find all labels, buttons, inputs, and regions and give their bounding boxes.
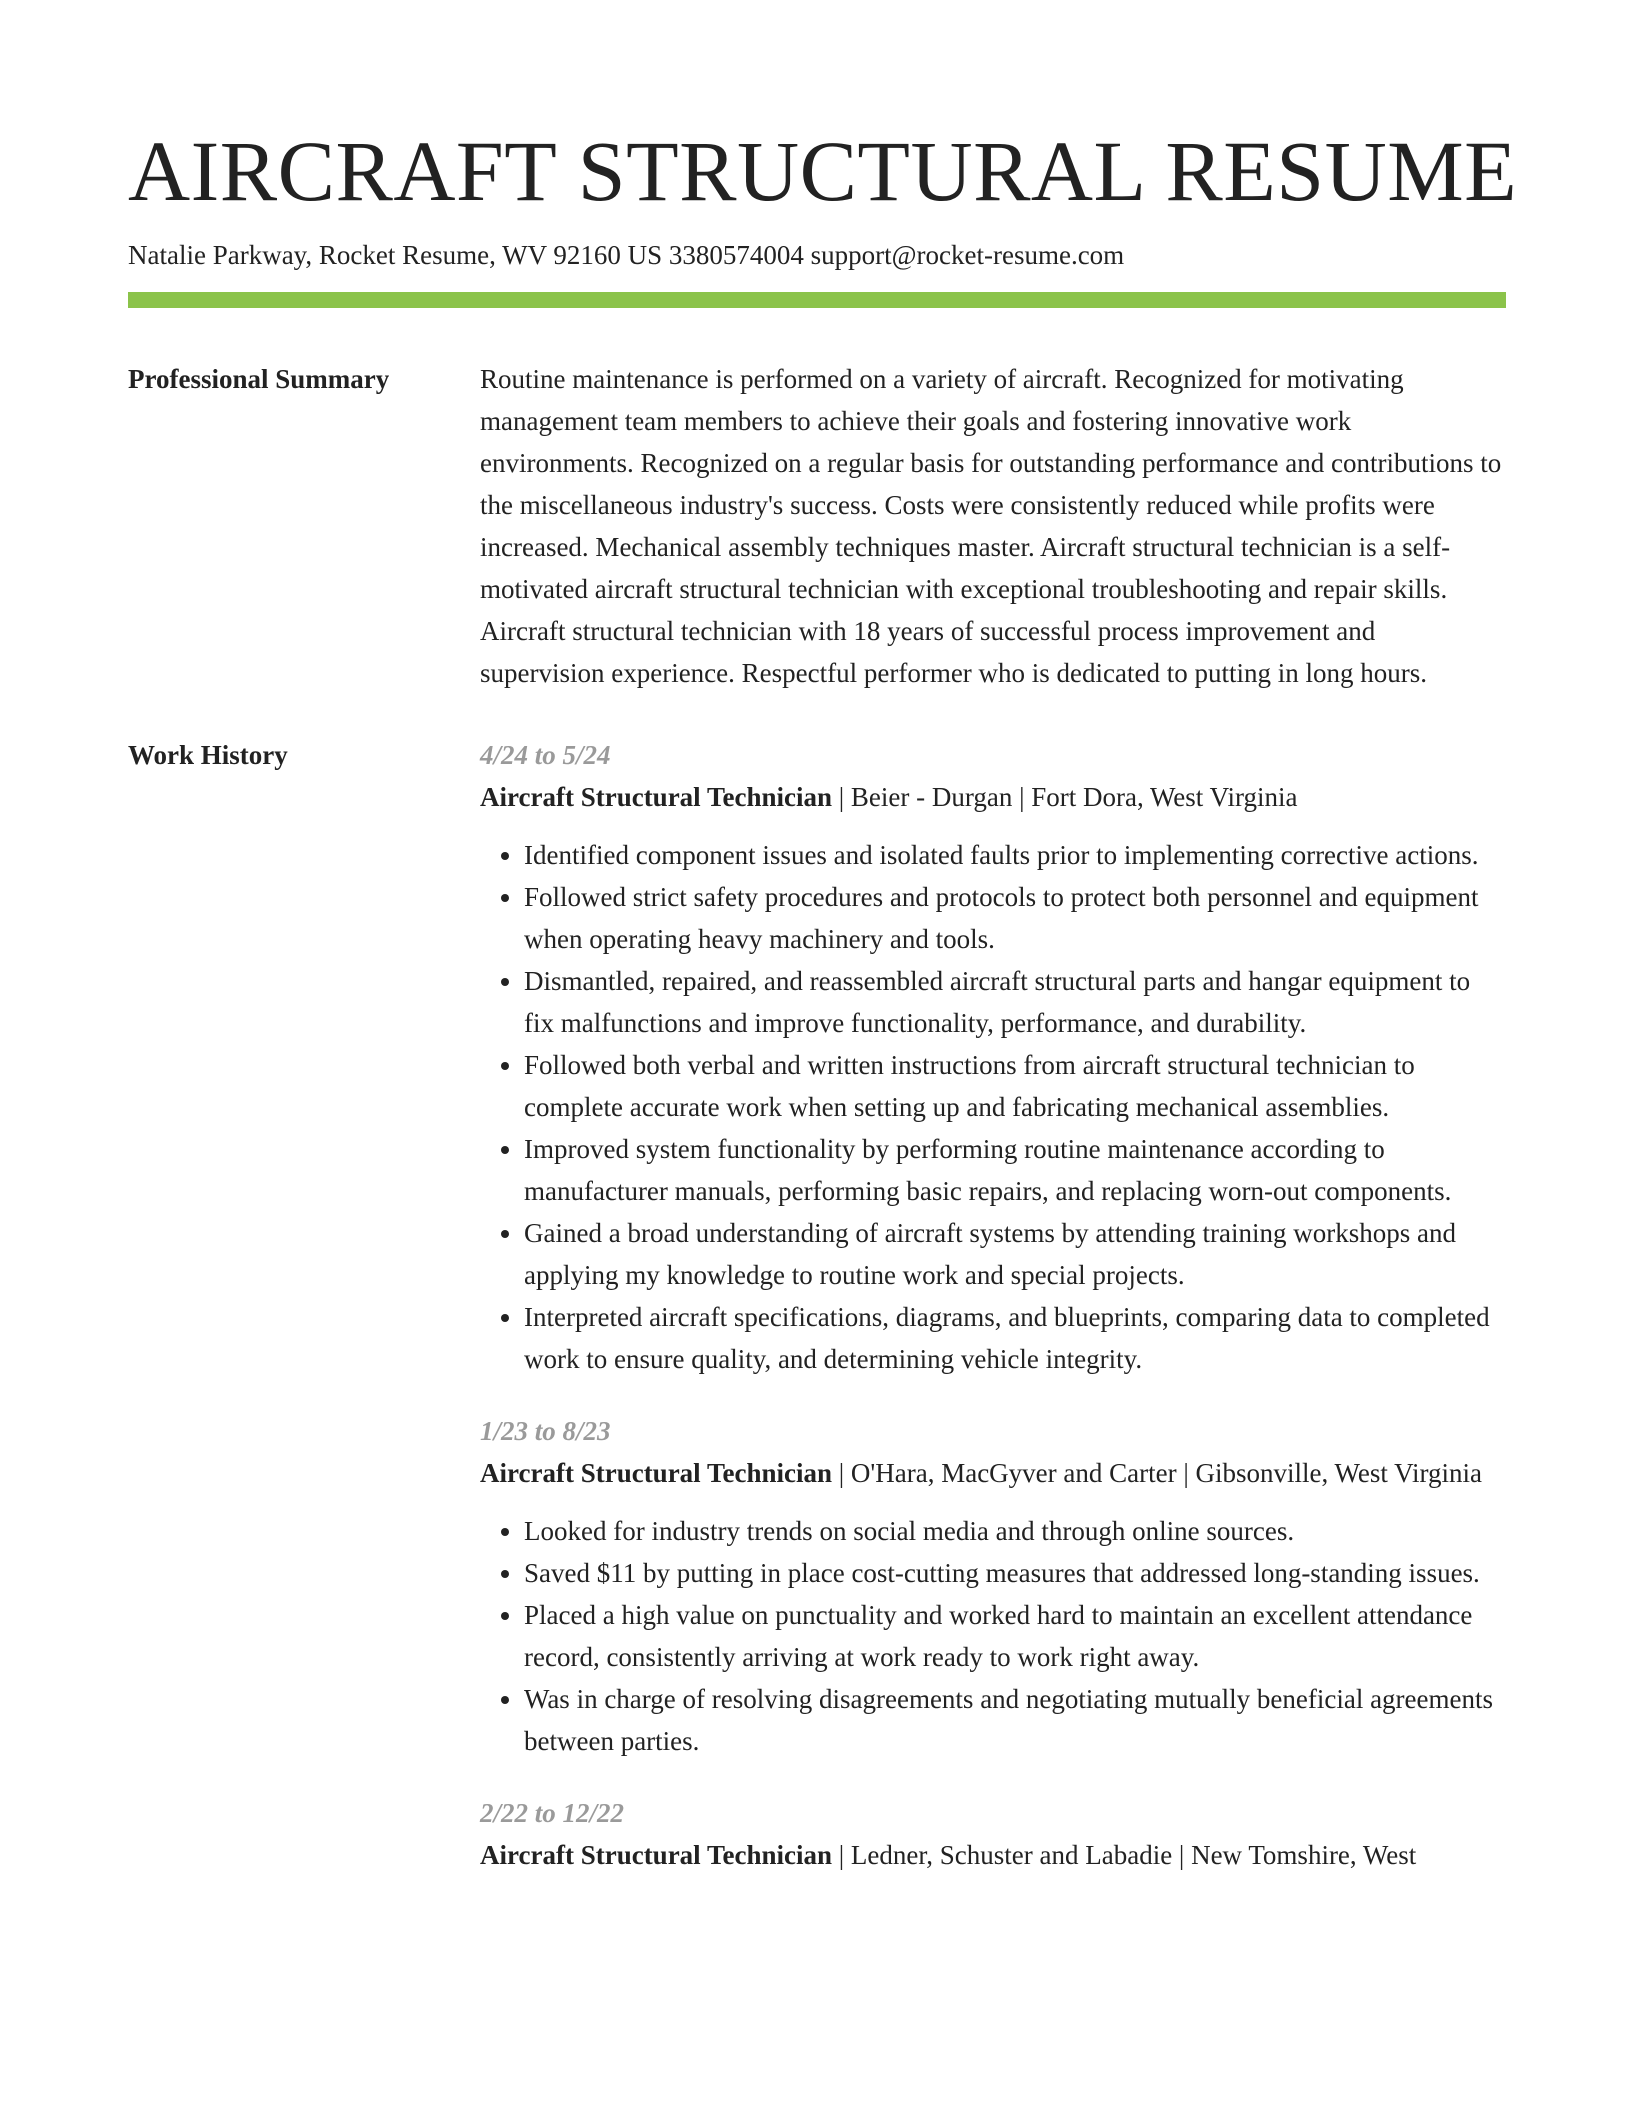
job-bullet: • Improved system functionality by performing routine maintenance according to manufacturer manuals, performing basic repairs, and replacing worn-out components. [524,1128,1506,1212]
job-heading [480,776,1506,818]
job-bullet: • Followed both verbal and written instructions from aircraft structural technician to complete accurate work when setting up and fabricating mechanical assemblies. [524,1044,1506,1128]
job-title: Aircraft Structural Technician [480,1458,832,1488]
resume-title: AIRCRAFT STRUCTURAL RESUME [128,123,1518,219]
job-dates: 1/23 to 8/23 [480,1416,611,1446]
job-title: Aircraft Structural Technician [480,1840,832,1870]
summary-text: Routine maintenance is performed on a variety of aircraft. Recognized for motivating management team members to achieve their goals and fostering innovative work environments. Recognized on a regular basis for outstanding performance and contributions to the miscellaneous industry's success. Costs were consistently reduced while profits were increased. Mechanical assembly techniques master. Aircraft structural technician is a self-motivated aircraft structural technician with exceptional troubleshooting and repair skills. Aircraft structural technician with 18 years of successful process improvement and supervision experience. Respectful performer who is dedicated to putting in long hours. [480,364,1502,688]
job-bullet: • Placed a high value on punctuality and worked hard to maintain an excellent attendance record, consistently arriving at work ready to work right away. [524,1594,1506,1678]
section-label-professional-summary: Professional Summary [128,364,390,394]
resume-page [128,0,1518,1876]
work-history-section [128,734,1506,1876]
job-bullet: • Interpreted aircraft specifications, diagrams, and blueprints, comparing data to completed work to ensure quality, and determining vehicle integrity. [524,1296,1506,1380]
job-details: | O'Hara, MacGyver and Carter | Gibsonville, West Virginia [831,1458,1482,1488]
job-dates: 4/24 to 5/24 [480,740,611,770]
summary-body [480,358,1506,694]
job-title: Aircraft Structural Technician [480,782,832,812]
work-history-body [480,734,1506,1876]
job-entry-3 [480,1792,1506,1876]
accent-divider [128,292,1506,308]
contact-line: Natalie Parkway, Rocket Resume, WV 92160 US 3380574004 support@rocket-resume.com [128,240,1125,270]
professional-summary-section [128,358,1506,694]
job-details: | Beier - Durgan | Fort Dora, West Virginia [831,782,1298,812]
job-bullet: • Saved $11 by putting in place cost-cutting measures that addressed long-standing issues. [524,1552,1506,1594]
job-dates: 2/22 to 12/22 [480,1798,625,1828]
job-heading [480,1834,1506,1876]
job-bullet: • Was in charge of resolving disagreements and negotiating mutually beneficial agreements between parties. [524,1678,1506,1762]
job-entry-1 [480,734,1506,1380]
job-bullet: • Dismantled, repaired, and reassembled aircraft structural parts and hangar equipment to fix malfunctions and improve functionality, performance, and durability. [524,960,1506,1044]
job-bullets [480,1510,1506,1762]
job-bullets [480,834,1506,1380]
job-details: | Ledner, Schuster and Labadie | New Tomshire, West [831,1840,1417,1870]
job-entry-2 [480,1410,1506,1762]
job-heading [480,1452,1506,1494]
job-bullet: • Gained a broad understanding of aircraft systems by attending training workshops and applying my knowledge to routine work and special projects. [524,1212,1506,1296]
job-bullet: • Looked for industry trends on social media and through online sources. [524,1510,1506,1552]
section-label-work-history: Work History [128,740,288,770]
job-bullet: • Followed strict safety procedures and protocols to protect both personnel and equipment when operating heavy machinery and tools. [524,876,1506,960]
job-bullet: • Identified component issues and isolated faults prior to implementing corrective actions. [524,834,1506,876]
